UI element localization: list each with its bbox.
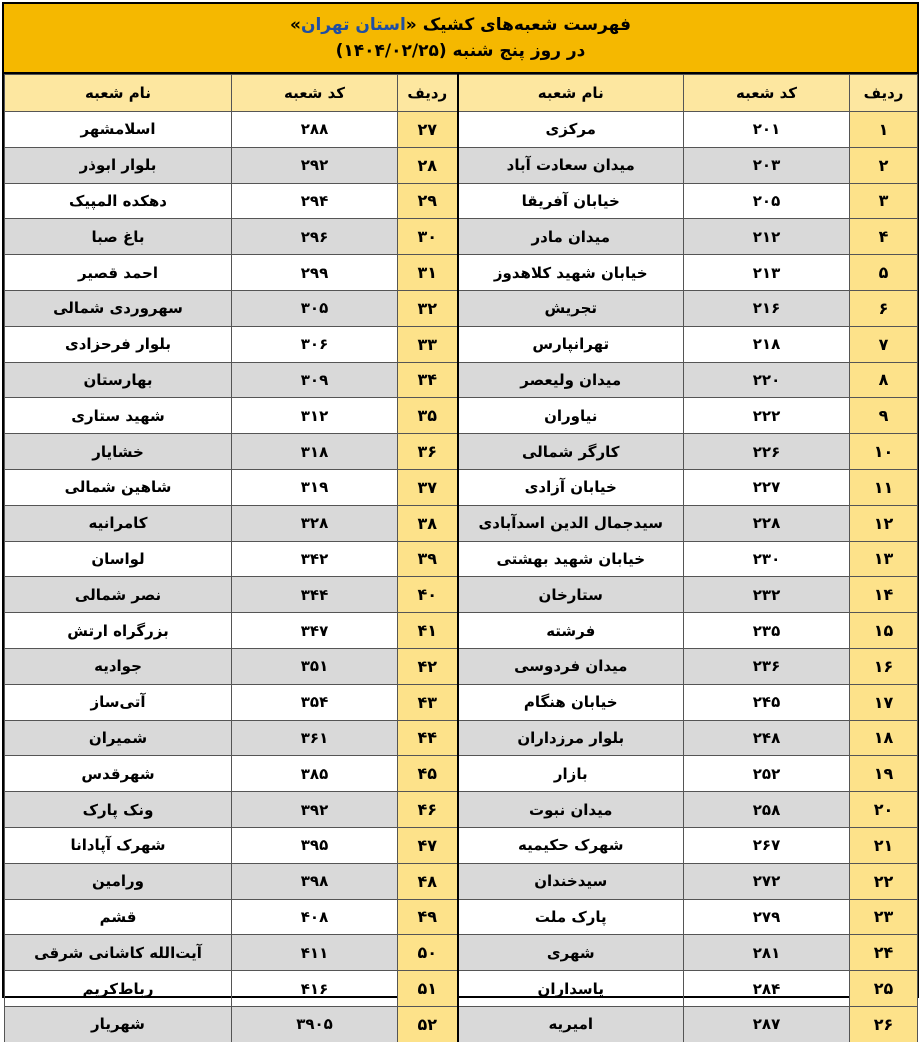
branch-code: ۲۷۲ (684, 863, 850, 899)
branch-name: آتی‌ساز (5, 684, 232, 720)
branch-name: میدان سعادت آباد (458, 147, 684, 183)
branch-code: ۲۰۳ (684, 147, 850, 183)
table-row (5, 183, 918, 219)
row-number: ۵ (850, 255, 918, 291)
branch-name: شهریار (5, 1006, 232, 1041)
branch-code: ۳۱۸ (232, 434, 398, 470)
header-code-left: کد شعبه (232, 75, 398, 112)
title-banner (4, 4, 917, 74)
branch-code: ۲۰۵ (684, 183, 850, 219)
table-row (5, 255, 918, 291)
row-number: ۷ (850, 326, 918, 362)
branch-name: خیابان هنگام (458, 684, 684, 720)
row-number: ۳۹ (398, 541, 458, 577)
branch-name: کارگر شمالی (458, 434, 684, 470)
table-row (5, 362, 918, 398)
header-name-right: نام شعبه (458, 75, 684, 112)
branch-name: دهکده المپیک (5, 183, 232, 219)
row-number: ۲۴ (850, 935, 918, 971)
row-number: ۱۰ (850, 434, 918, 470)
row-number: ۲ (850, 147, 918, 183)
branch-name: میدان ولیعصر (458, 362, 684, 398)
branch-name: نیاوران (458, 398, 684, 434)
table-row (5, 326, 918, 362)
branch-name: سیدجمال الدین اسدآبادی (458, 505, 684, 541)
row-number: ۵۱ (398, 971, 458, 1007)
branch-name: بزرگراه ارتش (5, 613, 232, 649)
branch-name: میدان فردوسی (458, 648, 684, 684)
branch-code: ۳۱۲ (232, 398, 398, 434)
branch-name: بهارستان (5, 362, 232, 398)
branch-code: ۲۲۸ (684, 505, 850, 541)
row-number: ۵۲ (398, 1006, 458, 1041)
branch-code: ۳۰۶ (232, 326, 398, 362)
branch-code: ۳۶۱ (232, 720, 398, 756)
row-number: ۴۹ (398, 899, 458, 935)
title-prefix: فهرست شعبه‌های کشیک « (405, 14, 632, 35)
row-number: ۳۱ (398, 255, 458, 291)
table-row (5, 792, 918, 828)
table-row (5, 863, 918, 899)
row-number: ۴۰ (398, 577, 458, 613)
branch-code: ۳۹۵ (232, 827, 398, 863)
branch-code: ۲۴۸ (684, 720, 850, 756)
branch-name: امیریه (458, 1006, 684, 1041)
row-number: ۲۱ (850, 827, 918, 863)
branch-name: رباط‌کریم (5, 971, 232, 1007)
branch-code: ۳۸۵ (232, 756, 398, 792)
table-row (5, 827, 918, 863)
row-number: ۴۴ (398, 720, 458, 756)
row-number: ۳۸ (398, 505, 458, 541)
branch-code: ۳۲۸ (232, 505, 398, 541)
row-number: ۶ (850, 290, 918, 326)
row-number: ۱۳ (850, 541, 918, 577)
branch-code: ۳۴۴ (232, 577, 398, 613)
branch-name: لواسان (5, 541, 232, 577)
row-number: ۱۷ (850, 684, 918, 720)
branch-code: ۲۸۴ (684, 971, 850, 1007)
table-row (5, 398, 918, 434)
branch-code: ۳۹۸ (232, 863, 398, 899)
table-row (5, 219, 918, 255)
branch-name: پارک ملت (458, 899, 684, 935)
branch-code: ۲۲۰ (684, 362, 850, 398)
table-row (5, 505, 918, 541)
row-number: ۱۴ (850, 577, 918, 613)
row-number: ۹ (850, 398, 918, 434)
header-code-right: کد شعبه (684, 75, 850, 112)
row-number: ۱ (850, 112, 918, 148)
branch-name: شهرک حکیمیه (458, 827, 684, 863)
branch-name: باغ صبا (5, 219, 232, 255)
title-province: استان تهران (300, 14, 406, 35)
row-number: ۴۶ (398, 792, 458, 828)
title-line-1 (290, 12, 631, 38)
row-number: ۲۳ (850, 899, 918, 935)
branch-name: سیدخندان (458, 863, 684, 899)
row-number: ۲۹ (398, 183, 458, 219)
branch-name: شهری (458, 935, 684, 971)
row-number: ۴۲ (398, 648, 458, 684)
branch-code: ۴۱۶ (232, 971, 398, 1007)
row-number: ۳۷ (398, 469, 458, 505)
table-row (5, 541, 918, 577)
branch-name: شاهین شمالی (5, 469, 232, 505)
branch-code: ۲۷۹ (684, 899, 850, 935)
row-number: ۳۴ (398, 362, 458, 398)
branch-name: خیابان آفریقا (458, 183, 684, 219)
row-number: ۳۶ (398, 434, 458, 470)
branch-name: سهروردی شمالی (5, 290, 232, 326)
row-number: ۳۲ (398, 290, 458, 326)
branch-name: شهرقدس (5, 756, 232, 792)
table-row (5, 684, 918, 720)
branch-name: تجریش (458, 290, 684, 326)
branch-code: ۳۵۴ (232, 684, 398, 720)
table-row (5, 756, 918, 792)
table-row (5, 613, 918, 649)
branch-code: ۲۸۸ (232, 112, 398, 148)
branch-code: ۲۳۲ (684, 577, 850, 613)
branch-list-sheet (2, 2, 919, 1034)
branch-code: ۳۴۷ (232, 613, 398, 649)
row-number: ۳ (850, 183, 918, 219)
branch-code: ۲۰۱ (684, 112, 850, 148)
table-row (5, 112, 918, 148)
branch-name: خیابان شهید بهشتی (458, 541, 684, 577)
table-row (5, 648, 918, 684)
row-number: ۲۵ (850, 971, 918, 1007)
row-number: ۱۱ (850, 469, 918, 505)
branch-name: خیابان آزادی (458, 469, 684, 505)
row-number: ۴ (850, 219, 918, 255)
table-row (5, 469, 918, 505)
table-row (5, 971, 918, 1007)
branch-name: ونک پارک (5, 792, 232, 828)
row-number: ۱۲ (850, 505, 918, 541)
row-number: ۲۶ (850, 1006, 918, 1041)
row-number: ۲۰ (850, 792, 918, 828)
branch-name: اسلامشهر (5, 112, 232, 148)
table-header-row (5, 75, 918, 112)
row-number: ۴۷ (398, 827, 458, 863)
branch-code: ۲۸۱ (684, 935, 850, 971)
branch-name: میدان نبوت (458, 792, 684, 828)
branch-code: ۳۹۰۵ (232, 1006, 398, 1041)
table-body (5, 112, 918, 1042)
branch-name: احمد قصیر (5, 255, 232, 291)
row-number: ۲۷ (398, 112, 458, 148)
branch-code: ۲۹۴ (232, 183, 398, 219)
branch-name: کامرانیه (5, 505, 232, 541)
table-row (5, 1006, 918, 1041)
branch-name: خیابان شهید کلاهدوز (458, 255, 684, 291)
branch-code: ۲۱۲ (684, 219, 850, 255)
branch-code: ۴۱۱ (232, 935, 398, 971)
row-number: ۴۵ (398, 756, 458, 792)
branch-code: ۲۹۹ (232, 255, 398, 291)
branch-code: ۲۴۵ (684, 684, 850, 720)
branch-name: شهید ستاری (5, 398, 232, 434)
branch-code: ۲۹۶ (232, 219, 398, 255)
row-number: ۳۰ (398, 219, 458, 255)
table-row (5, 720, 918, 756)
branch-code: ۳۵۱ (232, 648, 398, 684)
branch-code: ۲۸۷ (684, 1006, 850, 1041)
branch-name: ورامین (5, 863, 232, 899)
branch-name: تهرانپارس (458, 326, 684, 362)
row-number: ۳۵ (398, 398, 458, 434)
branch-code: ۳۴۲ (232, 541, 398, 577)
branch-code: ۴۰۸ (232, 899, 398, 935)
table-row (5, 577, 918, 613)
row-number: ۱۶ (850, 648, 918, 684)
row-number: ۲۲ (850, 863, 918, 899)
branch-code: ۲۳۰ (684, 541, 850, 577)
header-radif-right: ردیف (850, 75, 918, 112)
table-row (5, 147, 918, 183)
branch-code: ۲۳۶ (684, 648, 850, 684)
branch-name: خشایار (5, 434, 232, 470)
branch-name: مرکزی (458, 112, 684, 148)
branch-code: ۳۱۹ (232, 469, 398, 505)
branch-name: بلوار ابوذر (5, 147, 232, 183)
row-number: ۱۸ (850, 720, 918, 756)
branch-name: پاسداران (458, 971, 684, 1007)
branch-code: ۳۰۵ (232, 290, 398, 326)
row-number: ۴۸ (398, 863, 458, 899)
branch-name: جوادیه (5, 648, 232, 684)
row-number: ۵۰ (398, 935, 458, 971)
table-row (5, 290, 918, 326)
branch-name: شهرک آپادانا (5, 827, 232, 863)
table-row (5, 935, 918, 971)
row-number: ۲۸ (398, 147, 458, 183)
branch-code: ۲۱۶ (684, 290, 850, 326)
branch-code: ۲۲۶ (684, 434, 850, 470)
branch-code: ۲۵۲ (684, 756, 850, 792)
title-suffix: » (289, 14, 301, 35)
branch-code: ۲۱۸ (684, 326, 850, 362)
branch-name: بازار (458, 756, 684, 792)
branch-code: ۲۲۷ (684, 469, 850, 505)
branch-code: ۲۹۲ (232, 147, 398, 183)
branch-code: ۲۲۲ (684, 398, 850, 434)
header-name-left: نام شعبه (5, 75, 232, 112)
branch-name: میدان مادر (458, 219, 684, 255)
branch-code: ۲۱۳ (684, 255, 850, 291)
branch-name: آیت‌الله کاشانی شرقی (5, 935, 232, 971)
branch-name: شمیران (5, 720, 232, 756)
branch-name: نصر شمالی (5, 577, 232, 613)
branch-code: ۲۶۷ (684, 827, 850, 863)
branch-name: بلوار فرحزادی (5, 326, 232, 362)
table-row (5, 899, 918, 935)
table-row (5, 434, 918, 470)
branch-code: ۲۵۸ (684, 792, 850, 828)
row-number: ۸ (850, 362, 918, 398)
row-number: ۴۱ (398, 613, 458, 649)
row-number: ۱۵ (850, 613, 918, 649)
branch-table (4, 74, 918, 1042)
row-number: ۴۳ (398, 684, 458, 720)
branch-name: فرشته (458, 613, 684, 649)
branch-name: قشم (5, 899, 232, 935)
header-radif-left: ردیف (398, 75, 458, 112)
row-number: ۱۹ (850, 756, 918, 792)
branch-name: ستارخان (458, 577, 684, 613)
branch-code: ۲۳۵ (684, 613, 850, 649)
row-number: ۳۳ (398, 326, 458, 362)
branch-code: ۳۹۲ (232, 792, 398, 828)
branch-name: بلوار مرزداران (458, 720, 684, 756)
title-line-2: در روز پنج شنبه (۱۴۰۴/۰۲/۲۵) (335, 41, 586, 61)
branch-code: ۳۰۹ (232, 362, 398, 398)
